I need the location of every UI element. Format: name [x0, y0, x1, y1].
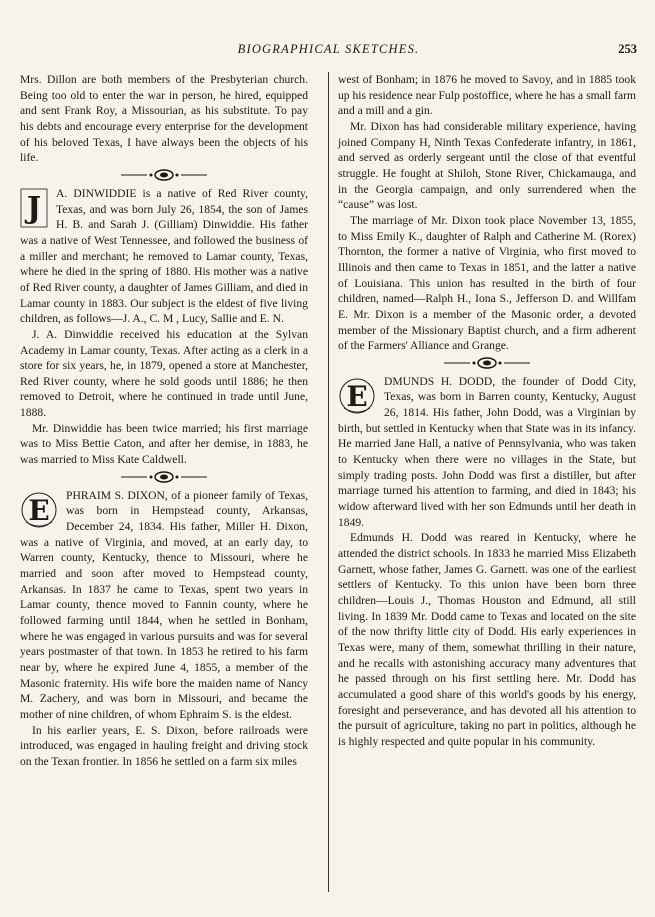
dropcap-letter: E	[346, 379, 368, 413]
right-column	[338, 72, 636, 750]
column-divider	[328, 72, 329, 892]
dixon-early-years: In his earlier years, E. S. Dixon, before railroads were introduced, was engaged in hauling freight and driving stock on the Texan frontier. In 1856 he settled on a farm six miles	[20, 723, 308, 768]
dixon-military: Mr. Dixon has had considerable military experience, having joined Company H, Ninth Texas Confederate infantry, in 1861, and served as orderly sergeant until the close of that eventful struggle. He fought at Shiloh, Stone River, Chickamauga, and in the Georgia campaign, and only surrendered when the “cause” was lost.	[338, 119, 636, 212]
ornament-icon	[119, 471, 209, 483]
section-ornament	[20, 471, 308, 485]
dixon-marriage: The marriage of Mr. Dixon took place November 13, 1855, to Miss Emily K., daughter of Ralph and Catherine M. (Rorex) Thornton, the former a native of Virginia, who first moved to Illinois and then came to Texas in 1851, and the latter a native of Louisiana. This union has resulted in the birth of four children, named—Ralph H., Iona S., Jefferson D. and Willfam E. Mr. Dixon is a member of the Masonic order, a devoted member of the Missionary Baptist church, and a firm adherent of the Farmers' Alliance and Grange.	[338, 213, 636, 353]
running-title: BIOGRAPHICAL SKETCHES.	[237, 42, 420, 56]
dinwiddie-paragraph: A. DINWIDDIE is a native of Red River county, Texas, and was born July 26, 1854, the son of James H. B. and Sarah J. (Gilliam) Dinwiddie. His father was a native of West Tennessee, and followed the business of a miller and merchant; he removed to Lamar county, Texas, where he died in the spring of 1880. His mother was a native of Red River county, a daughter of James Gilliam, and died in Lamar county in 1883. Our subject is the eldest of five living children, as follows—J. A., C. M , Lucy, Sallie and E. N.	[20, 186, 308, 326]
dropcap-e-icon	[20, 490, 58, 530]
section-ornament	[20, 169, 308, 183]
dinwiddie-education: J. A. Dinwiddie received his education at the Sylvan Academy in Lamar county, Texas. After acting as a clerk in a store for six years, he, in 1879, opened a store at Manchester, Red River county, where he sold goods until 1886; he then removed to Detroit, where he continued in trade until June, 1888.	[20, 327, 308, 420]
dropcap-j-icon	[20, 188, 48, 228]
dixon-continuation: west of Bonham; in 1876 he moved to Savoy, and in 1885 took up his residence near Fulp postoffice, where he has a small farm and a mill and a gin.	[338, 73, 636, 118]
dixon-intro	[20, 488, 308, 723]
dropcap-letter: J	[26, 190, 42, 226]
ornament-icon	[442, 357, 532, 369]
dropcap-e-icon	[338, 376, 376, 416]
page-header	[20, 42, 637, 62]
dillon-continuation: Mrs. Dillon are both members of the Presbyterian church. Being too old to enter the war in person, he hired, equipped and sent Frank Roy, a Missourian, as his substitute. To pay his debts and encourage every enterprise for the development of his beloved Texas, I have always been the objects of his life.	[20, 73, 308, 165]
dinwiddie-marriage: Mr. Dinwiddie has been twice married; his first marriage was to Miss Bettie Caton, and after her demise, in 1883, he was married to Miss Kate Caldwell.	[20, 421, 308, 467]
dropcap-letter: E	[28, 493, 50, 527]
section-ornament	[338, 357, 636, 371]
page-number: 253	[618, 42, 637, 56]
ornament-icon	[119, 169, 209, 181]
dinwiddie-intro	[20, 186, 308, 327]
dixon-paragraph: PHRAIM S. DIXON, of a pioneer family of Texas, was born in Hempstead county, Arkansas, December 24, 1834. His father, Miller H. Dixon, was a native of Virginia, and moved, at an early day, to Warren county, Kentucky, thence to Missouri, where he married and soon after moved to Hempstead county, Arkansas. In 1837 he came to Texas, spent two years in Lamar county, thence moved to Fannin county, where he followed farming until 1844, when he settled in Bonham, where he was engaged in various pursuits and was for several years postmaster of that town. In 1853 he retired to his farm near by, where he expired June 4, 1855, a member of the Masonic fraternity. His wife bore the maiden name of Nancy M. Zachery, and was born in Missouri, and became the mother of nine children, of whom Ephraim S. is the eldest.	[20, 488, 308, 721]
dodd-later-life: Edmunds H. Dodd was reared in Kentucky, where he attended the district schools. In 1833 he married Miss Elizabeth Garnett, whose father, James G. Garnett. was one of the earliest settlers of Kentucky. To this union have been born three children—Louis J., Thomas Houston and Edmund, all still living. In 1839 Mr. Dodd came to Texas and located on the site of the now thrifty little city of Dodd. His early experiences in Texas were, many of them, somewhat thrilling in their nature, and he recalls with astonishing accuracy many adventures that he passed through on his first settling here. Mr. Dodd has accumulated a good share of this world's goods by his energy, foresight and perseverance, and has devoted all his attention to the pursuit of agriculture, taking no part in politics, although he is highly respected and quite popular in his community.	[338, 531, 636, 748]
left-column	[20, 72, 308, 770]
dodd-paragraph: DMUNDS H. DODD, the founder of Dodd City, Texas, was born in Barren county, Kentucky, August 26, 1814. His father, John Dodd, was a Virginian by birth, but settled in Kentucky when that State was in its infancy. He married Jane Hall, a native of Pennsylvania, who was taken to Kentucky when there were no villages in the State, but simply trading posts. John Dodd was first a distiller, but after marriage turned his attention to farming, and died in 1843; his widow afterward lived with her son Edmunds until her death in 1849.	[338, 374, 636, 529]
dodd-intro	[338, 374, 636, 531]
